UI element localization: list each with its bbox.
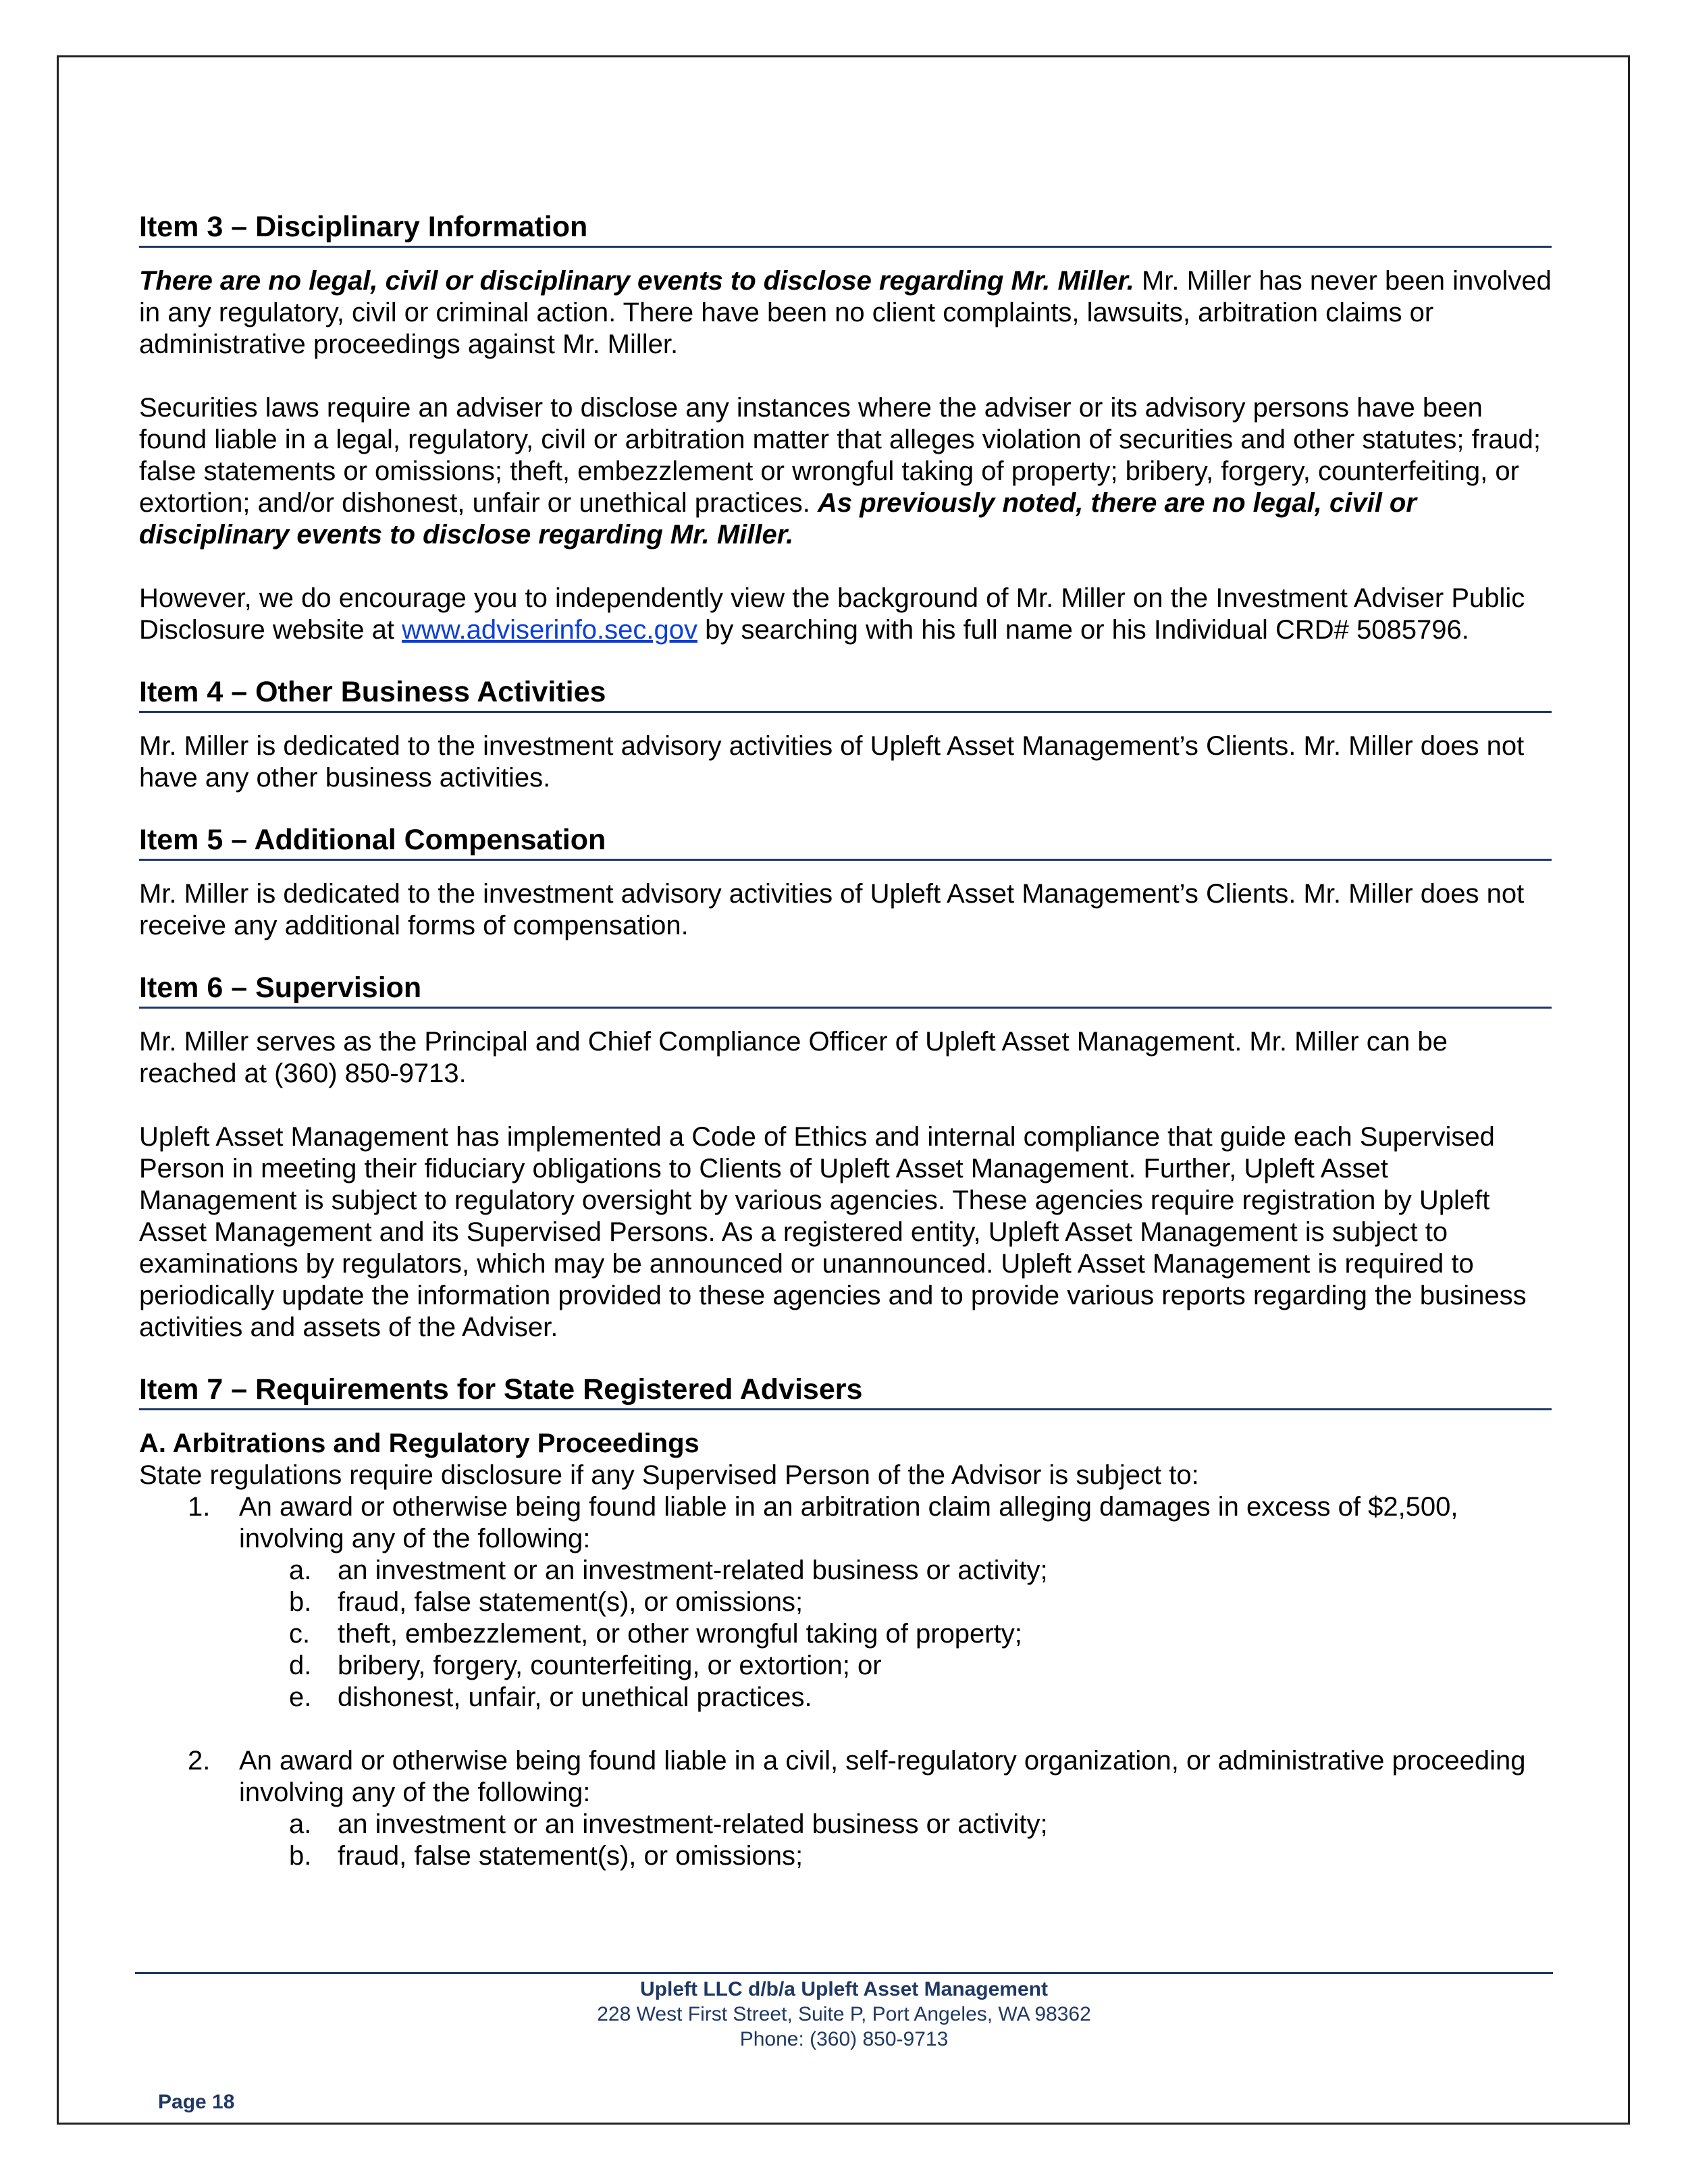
list-item-2 — [139, 1745, 1552, 1872]
sub-list-text: an investment or an investment-related business or activity; — [338, 1809, 1048, 1839]
sub-list-letter: a. — [289, 1555, 312, 1585]
sub-list-item — [139, 1555, 1552, 1587]
document-body — [139, 209, 1552, 1872]
item3-p3-after: by searching with his full name or his Individual CRD# 5085796. — [697, 615, 1469, 645]
sub-list-text: dishonest, unfair, or unethical practices. — [338, 1682, 812, 1712]
sub-list-text: theft, embezzlement, or other wrongful taking of property; — [338, 1619, 1022, 1649]
footer-company: Upleft LLC d/b/a Upleft Asset Management — [640, 1978, 1048, 2000]
item7-intro: State regulations require disclosure if any Supervised Person of the Advisor is subject to: — [139, 1460, 1199, 1490]
sub-list-item — [139, 1650, 1552, 1682]
item3-paragraph-2 — [139, 392, 1552, 551]
item3-paragraph-1 — [139, 265, 1552, 361]
sub-list-letter: c. — [289, 1619, 311, 1649]
sub-list-text: an investment or an investment-related business or activity; — [338, 1555, 1048, 1585]
item7-heading: Item 7 – Requirements for State Registered Advisers — [139, 1372, 1552, 1410]
item3-paragraph-3 — [139, 583, 1552, 646]
sub-list-text: bribery, forgery, counterfeiting, or extortion; or — [338, 1651, 882, 1680]
item5-heading: Item 5 – Additional Compensation — [139, 822, 1552, 861]
page-number: Page 18 — [158, 2091, 235, 2113]
page-footer — [0, 1977, 1688, 2052]
footer-phone: Phone: (360) 850-9713 — [739, 2028, 949, 2050]
item5-paragraph-1: Mr. Miller is dedicated to the investment advisory activities of Upleft Asset Management’s Clients. Mr. Miller does not receive any additional forms of compensation. — [139, 879, 1525, 940]
item6-paragraph-1: Mr. Miller serves as the Principal and Chief Compliance Officer of Upleft Asset Management. Mr. Miller can be reached at (360) 850-9713. — [139, 1027, 1448, 1088]
sub-list-text: fraud, false statement(s), or omissions; — [338, 1587, 803, 1617]
list-number: 2. — [188, 1746, 211, 1776]
item3-p2-bold: As previously noted, there are no legal, civil or disciplinary events to disclose regarding Mr. Miller. — [139, 488, 1417, 550]
list-number: 1. — [188, 1492, 211, 1522]
sub-list-item — [139, 1618, 1552, 1650]
adviserinfo-link[interactable]: www.adviserinfo.sec.gov — [402, 615, 698, 645]
item3-p1-rest: Mr. Miller has never been involved in any regulatory, civil or criminal action. There have been no client complaints, lawsuits, arbitration claims or administrative proceedings against Mr. Miller. — [139, 266, 1552, 359]
sub-list-text: fraud, false statement(s), or omissions; — [338, 1841, 803, 1871]
item3-p2-text: Securities laws require an adviser to disclose any instances where the adviser or its advisory persons have been found liable in a legal, regulatory, civil or arbitration matter that alleges violation of securities and other statutes; fraud; false statements or omissions; theft, embezzlement or wrongful taking of property; bribery, forgery, counterfeiting, or extortion; and/or dishonest, unfair or unethical practices. — [139, 393, 1541, 518]
item6-heading: Item 6 – Supervision — [139, 970, 1552, 1009]
item7-subheading: A. Arbitrations and Regulatory Proceedings — [139, 1429, 700, 1458]
list-item-text: An award or otherwise being found liable in an arbitration claim alleging damages in excess of $2,500, involving any of the following: — [239, 1492, 1458, 1553]
sub-list-letter: d. — [289, 1651, 312, 1680]
sub-list-letter: b. — [289, 1841, 312, 1871]
sub-list-item — [139, 1809, 1552, 1840]
sub-list-item — [139, 1587, 1552, 1618]
footer-divider — [135, 1972, 1553, 1974]
footer-address: 228 West First Street, Suite P, Port Angeles, WA 98362 — [597, 2003, 1091, 2025]
sub-list-letter: b. — [289, 1587, 312, 1617]
item6-paragraph-2: Upleft Asset Management has implemented a Code of Ethics and internal compliance that guide each Supervised Person in meeting their fiduciary obligations to Clients of Upleft Asset Management. Further, Upleft Asset Management is subject to regulatory oversight by various agencies. These agencies require registration by Upleft Asset Management and its Supervised Persons. As a registered entity, Upleft Asset Management is subject to examinations by regulators, which may be announced or unannounced. Upleft Asset Management is required to periodically update the information provided to these agencies and to provide various reports regarding the business activities and assets of the Adviser. — [139, 1122, 1527, 1342]
requirements-list — [139, 1491, 1552, 1872]
sub-list-item — [139, 1840, 1552, 1872]
list-item-text: An award or otherwise being found liable in a civil, self-regulatory organization, or administrative proceeding involving any of the following: — [239, 1746, 1526, 1807]
item3-heading: Item 3 – Disciplinary Information — [139, 209, 1552, 248]
item4-heading: Item 4 – Other Business Activities — [139, 674, 1552, 713]
list-item-1 — [139, 1491, 1552, 1713]
item3-p3-before: However, we do encourage you to independently view the background of Mr. Miller on the Investment Adviser Public Disclosure website at — [139, 583, 1525, 645]
sub-list-letter: e. — [289, 1682, 312, 1712]
item4-paragraph-1: Mr. Miller is dedicated to the investment advisory activities of Upleft Asset Management’s Clients. Mr. Miller does not have any other business activities. — [139, 731, 1525, 793]
sub-list-item — [139, 1682, 1552, 1713]
item3-p1-bold: There are no legal, civil or disciplinary events to disclose regarding Mr. Miller. — [139, 266, 1134, 296]
sub-list-letter: a. — [289, 1809, 312, 1839]
